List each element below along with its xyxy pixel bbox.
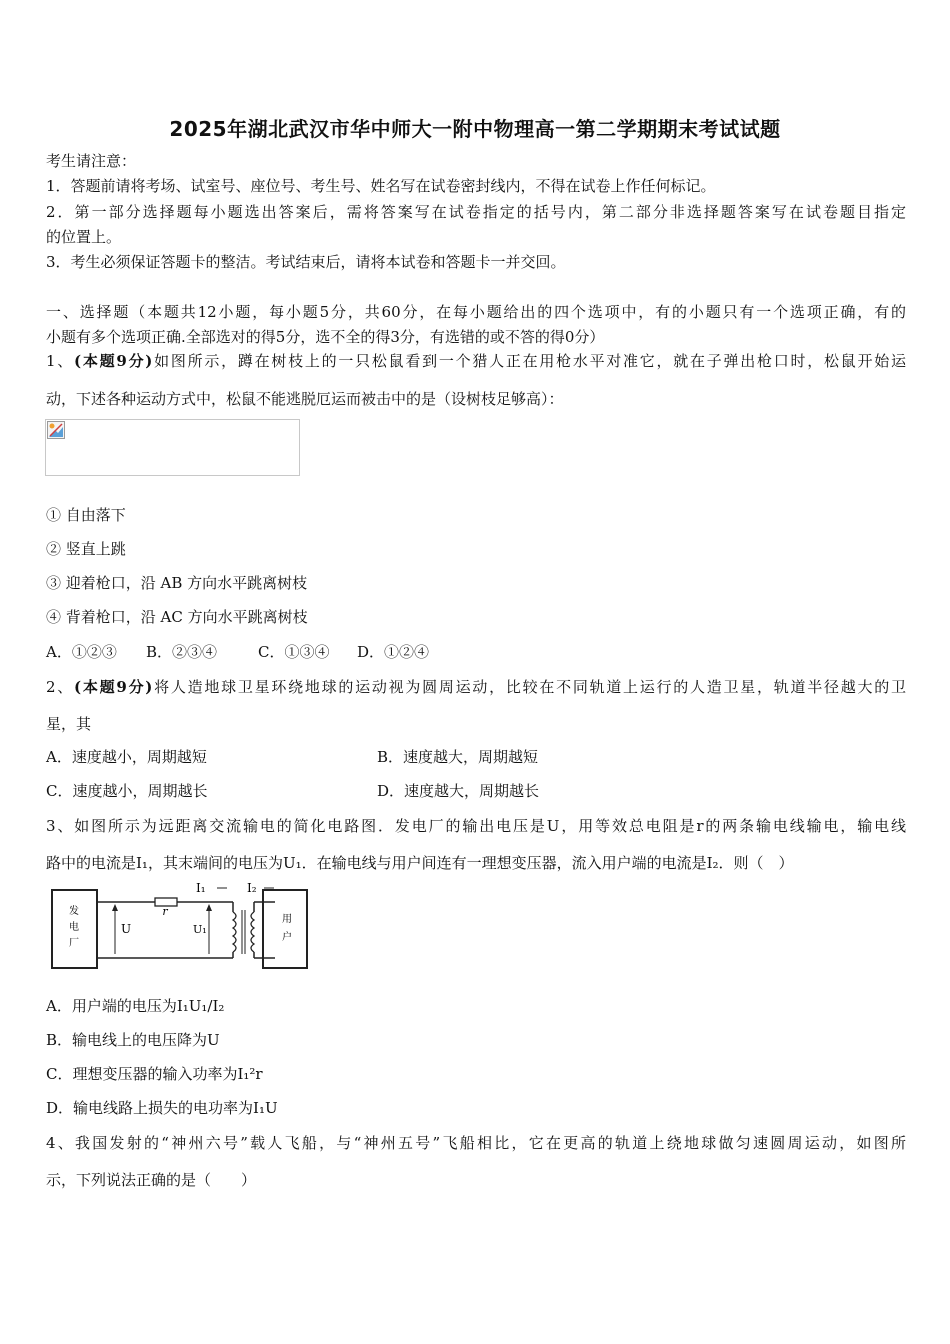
- q2-text-a: 将人造地球卫星环绕地球的运动视为圆周运动，比较在不同轨道上运行的人造卫星，轨道半径越大的卫: [152, 678, 907, 696]
- user-char-1: 用: [282, 914, 292, 925]
- broken-image-placeholder: [45, 419, 300, 476]
- q1-option-c: C．①③④: [258, 643, 330, 661]
- q2-option-d: D．速度越大，周期越长: [377, 782, 540, 800]
- q1-number: 1、: [46, 352, 75, 370]
- label-u: U: [121, 922, 132, 936]
- notice-item-2b: 的位置上。: [46, 228, 122, 246]
- q1-option-a: A．①②③: [46, 643, 117, 661]
- notice-item-1: 1．答题前请将考场、试室号、座位号、考生号、姓名写在试卷密封线内，不得在试卷上作任何标记。: [46, 177, 716, 195]
- q3-option-b: B．输电线上的电压降为U: [46, 1031, 220, 1049]
- circuit-diagram: [47, 878, 312, 978]
- user-char-2: 户: [282, 932, 292, 943]
- q3-line-b: 路中的电流是I₁，其末端间的电压为U₁．在输电线与用户间连有一理想变压器，流入用户端的电流是I₂．则（ ）: [46, 854, 794, 872]
- broken-image-icon: [47, 421, 65, 439]
- q1-line-b: 动，下述各种运动方式中，松鼠不能逃脱厄运而被击中的是（设树枝足够高）：: [46, 390, 564, 408]
- q1-tag: (本题9分): [74, 352, 153, 370]
- q2-line-a: [46, 677, 906, 697]
- q3-option-c: C．理想变压器的输入功率为I₁²r: [46, 1065, 263, 1083]
- label-i1: I₁: [196, 881, 206, 895]
- label-r: r: [162, 905, 168, 918]
- primary-coil: [233, 912, 236, 952]
- q1-option-b: B．②③④: [146, 643, 218, 661]
- q1-item-2: ② 竖直上跳: [46, 540, 126, 558]
- q2-line-b: 星，其: [46, 715, 92, 733]
- notice-item-3: 3．考生必须保证答题卡的整洁。考试结束后，请将本试卷和答题卡一并交回。: [46, 253, 566, 271]
- q1-item-3: ③ 迎着枪口，沿 AB 方向水平跳离树枝: [46, 574, 308, 592]
- notice-item-2a: 2．第一部分选择题每小题选出答案后，需将答案写在试卷指定的括号内，第二部分非选择题答案写在试卷题目指定: [46, 203, 906, 221]
- q2-tag: (本题9分): [74, 678, 153, 696]
- q2-option-c: C．速度越小，周期越长: [46, 782, 208, 800]
- page-title: 2025年湖北武汉市华中师大一附中物理高一第二学期期末考试试题: [169, 117, 781, 141]
- q1-item-1: ① 自由落下: [46, 506, 126, 524]
- label-u1: U₁: [193, 923, 207, 936]
- plant-char-1: 发: [69, 906, 79, 917]
- q3-option-d: D．输电线路上损失的电功率为I₁U: [46, 1099, 278, 1117]
- q2-option-b: B．速度越大，周期越短: [377, 748, 539, 766]
- plant-char-3: 厂: [69, 938, 79, 949]
- q1-line-a: [46, 351, 906, 371]
- q1-text-a: 如图所示，蹲在树枝上的一只松鼠看到一个猎人正在用枪水平对准它，就在子弹出枪口时，松鼠开始运: [152, 352, 907, 370]
- q3-option-a: A．用户端的电压为I₁U₁/I₂: [46, 997, 225, 1015]
- q1-option-d: D．①②④: [357, 643, 430, 661]
- section-heading-line-a: 一、选择题（本题共12小题，每小题5分，共60分，在每小题给出的四个选项中，有的小题只有一个选项正确，有的: [46, 303, 906, 321]
- secondary-coil: [251, 912, 254, 952]
- q4-line-b: 示，下列说法正确的是（ ）: [46, 1171, 257, 1189]
- label-i2: I₂: [247, 881, 257, 895]
- plant-char-2: 电: [69, 922, 79, 933]
- q1-item-4: ④ 背着枪口，沿 AC 方向水平跳离树枝: [46, 608, 308, 626]
- section-heading-line-b: 小题有多个选项正确.全部选对的得5分，选不全的得3分，有选错的或不答的得0分）: [46, 328, 605, 346]
- q2-number: 2、: [46, 678, 75, 696]
- q2-option-a: A．速度越小，周期越短: [46, 748, 207, 766]
- q4-line-a: 4、我国发射的“神州六号”载人飞船，与“神州五号”飞船相比，它在更高的轨道上绕地球做匀速圆周运动，如图所: [46, 1134, 906, 1152]
- q3-line-a: 3、如图所示为远距离交流输电的简化电路图．发电厂的输出电压是U，用等效总电阻是r的两条输电线输电，输电线: [46, 817, 906, 835]
- notice-heading: 考生请注意：: [46, 152, 137, 170]
